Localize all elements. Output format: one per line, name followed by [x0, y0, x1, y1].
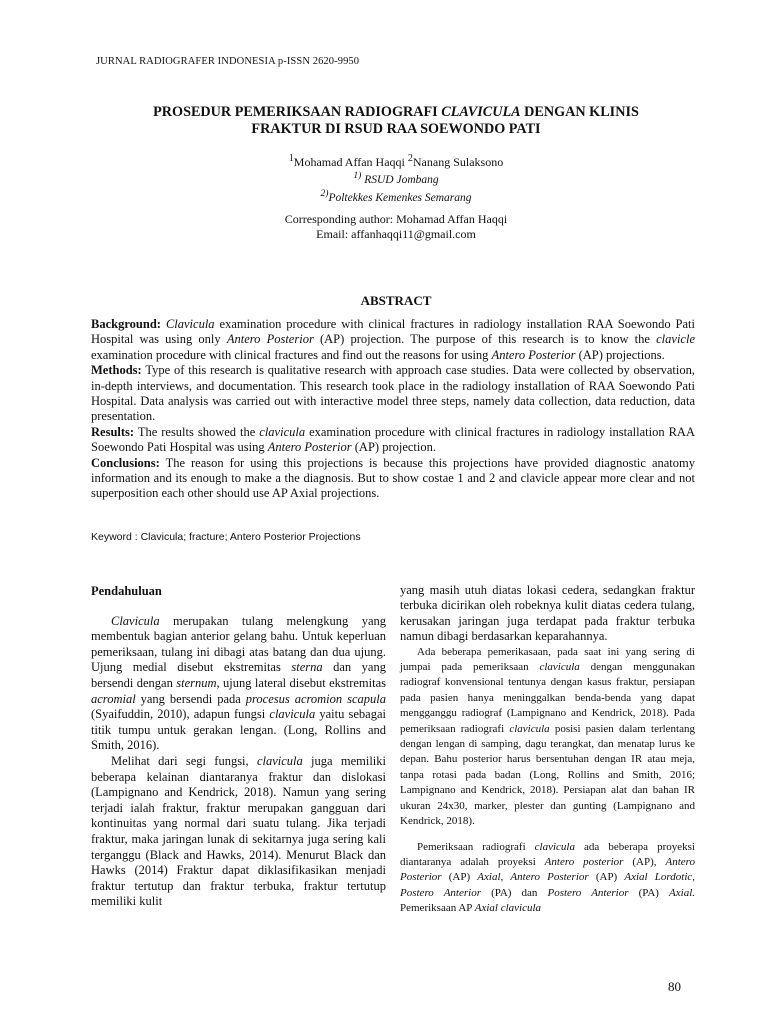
abstract-heading: ABSTRACT	[360, 293, 432, 308]
title-line-2: FRAKTUR DI RSUD RAA SOEWONDO PATI	[251, 121, 541, 137]
left-column	[91, 584, 386, 910]
right-paragraph-3: Pemeriksaan radiografi clavicula ada beberapa proyeksi diantaranya adalah proyeksi Antero posterior (AP), Antero Posterior (AP) Axial, Antero Posterior (AP) Axial Lordotic, Postero Anterior (PA) dan Postero Anterior (PA) Axial. Pemeriksaan AP Axial clavicula	[400, 840, 696, 915]
abstract-results: Results: The results showed the clavicula examination procedure with clinical fractures in radiology installation RAA Soewondo Pati Hospital was using Antero Posterior (AP) projection.	[91, 424, 695, 455]
keywords: Keyword : Clavicula; fracture; Antero Posterior Projections	[91, 531, 361, 543]
title-line-1: PROSEDUR PEMERIKSAAN RADIOGRAFI CLAVICULA DENGAN KLINIS	[153, 104, 639, 120]
journal-header: JURNAL RADIOGRAFER INDONESIA p-ISSN 2620-9950	[96, 56, 360, 67]
abstract-methods: Methods: Type of this research is qualitative research with approach case studies. Data were collected by observation, in-depth interviews, and documentation. This research took place in the radiology installation of RAA Soewondo Pati Hospital. Data analysis was carried out with interactive model three steps, namely data collection, data reduction, data presentation.	[91, 363, 695, 424]
paper-title	[96, 104, 696, 138]
right-column	[400, 583, 695, 917]
left-paragraph-2: Melihat dari segi fungsi, clavicula juga memiliki beberapa kelainan diantaranya fraktur dan dislokasi (Lampignano and Kendrick, 2018). Namun yang sering terjadi ialah fraktur, fraktur merupakan gangguan dari kontinuitas yang normal dari suatu tulang. Jika terjadi fraktur, maka jaringan lunak di sekitarnya juga sering kali terganggu (Black and Hawks, 2014). Menurut Black dan Hawks (2014) Fraktur dapat diklasifikasikan menjadi fraktur tertutup dan fraktur terbuka, fraktur tertutup memiliki kulit	[91, 753, 386, 909]
corresponding-email: Email: affanhaqqi11@gmail.com	[316, 227, 476, 241]
left-paragraph-1: Clavicula merupakan tulang melengkung yang membentuk bagian anterior gelang bahu. Untuk keperluan pemeriksaan, tulang ini dibagi atas batang dan dua ujung. Ujung medial disebut ekstremitas sterna dan yang bersendi dengan sternum, ujung lateral disebut ekstremitas acromial yang bersendi pada procesus acromion scapula (Syaifuddin, 2010), adapun fungsi clavicula yaitu sebagai titik tumpu untuk gerakan lengan. (Long, Rollins and Smith, 2016).	[91, 613, 386, 753]
affiliation-1: $^{1)}$ RSUD Jombang	[353, 170, 439, 186]
affiliation-2: $^{2)}$Poltekkes Kemenkes Semarang	[320, 187, 472, 204]
page-number: 80	[668, 979, 681, 994]
abstract-background: Background: Clavicula examination procedure with clinical fractures in radiology installation RAA Soewondo Pati Hospital was using only Antero Posterior (AP) projection. The purpose of this research is to know the clavicle examination procedure with clinical fractures and find out the reasons for using Antero Posterior (AP) projections.	[91, 317, 696, 362]
right-paragraph-1: yang masih utuh diatas lokasi cedera, sedangkan fraktur terbuka dicirikan oleh robeknya kulit diatas cedera tulang, kerusakan jaringan juga terdapat pada fraktur terbuka namun dibagi berdasarkan keparahannya.	[400, 583, 695, 644]
author-names: $^1$Mohamad Affan Haqqi $^2$Nanang Sulaksono	[288, 153, 504, 169]
corresponding-author	[96, 212, 696, 242]
abstract-conclusions: Conclusions: The reason for using this projections is because this projections have provided diagnostic anatomy information and its enough to make a the diagnosis. But to show costae 1 and 2 and clavicle appear more clear and not superposition each other should use AP Axial projections.	[91, 455, 695, 501]
corresponding-author-name: Corresponding author: Mohamad Affan Haqqi	[284, 212, 508, 226]
section-heading-pendahuluan: Pendahuluan	[91, 584, 162, 598]
right-paragraph-2: Ada beberapa pemerikasaan, pada saat ini yang sering di jumpai pada pemeriksaan clavicula dengan menggunakan radiograf konvensional tentunya dengan kasus fraktur, persiapan pada pasien hanya meninggalkan benda-benda yang dapat mengganggu radiograf (Lampignano and Kendrick, 2018). Pada pemeriksaan radiografi clavicula posisi pasien dalam terlentang dengan lengan di samping, dagu terangkat, dan menatap lurus ke depan. Bahu posterior harus bersentuhan dengan IR atau meja, tanpa rotasi pada badan (Long, Rollins and Smith, 2016; Lampignano and Kendrick, 2018). Persiapan alat dan bahan IR ukuran 24x30, marker, plester dan gunting (Lampignano and Kendrick, 2018).	[400, 645, 695, 828]
abstract-body	[91, 317, 695, 502]
author-block	[96, 152, 696, 205]
